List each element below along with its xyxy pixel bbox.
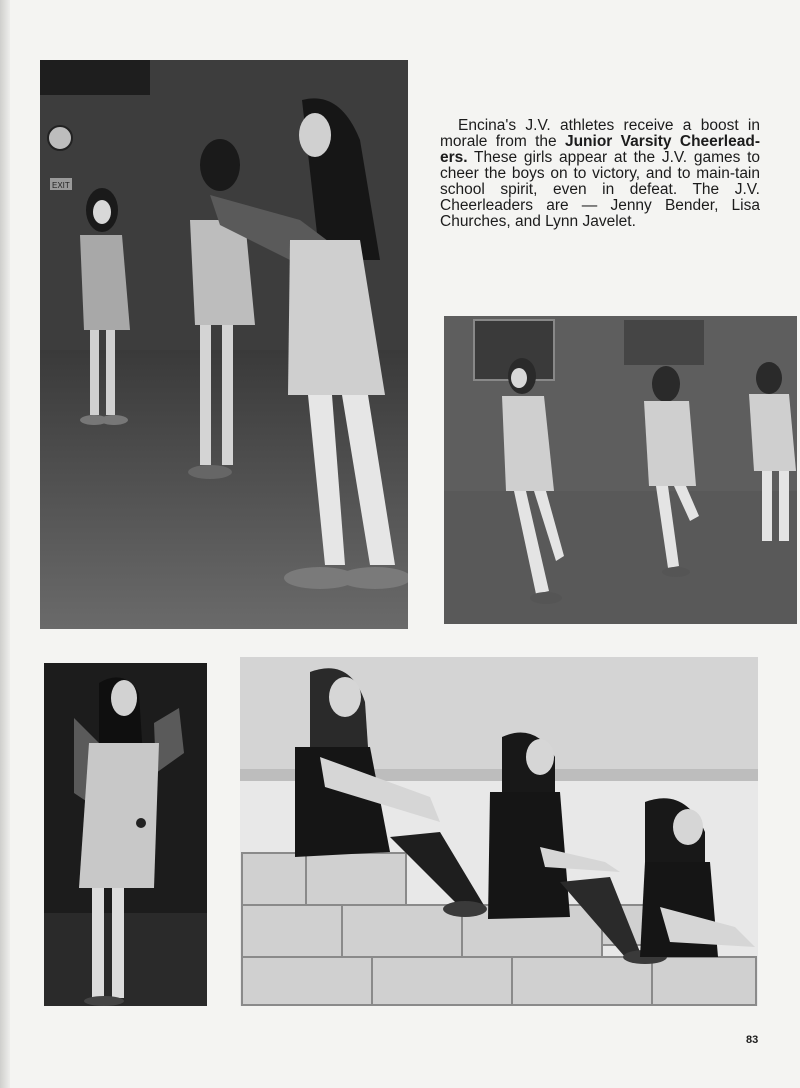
caption-bold-title: Junior Varsity Cheerlead-ers. bbox=[440, 133, 760, 166]
caption-lead-text: Encina's J.V. athletes receive a boost in morale from the bbox=[440, 117, 760, 150]
photo-cheerleaders-jumping bbox=[444, 316, 797, 624]
photo-three-cheerleaders-gym bbox=[40, 60, 408, 629]
caption-body-text: These girls appear at the J.V. games to cheer the boys on to victory, and to main-tain school spirit, even in defeat. The J.V. Cheerleaders are — Jenny Bender, Lisa Churches, and Lynn Javelet. bbox=[440, 149, 760, 230]
page-binding-edge bbox=[0, 0, 10, 1088]
exit-sign: EXIT bbox=[52, 181, 70, 190]
photo-single-cheerleader bbox=[44, 663, 207, 1006]
photo-caption bbox=[440, 118, 760, 230]
photo-cheerleaders-seated-wall bbox=[240, 657, 758, 1006]
page-number: 83 bbox=[746, 1034, 759, 1046]
